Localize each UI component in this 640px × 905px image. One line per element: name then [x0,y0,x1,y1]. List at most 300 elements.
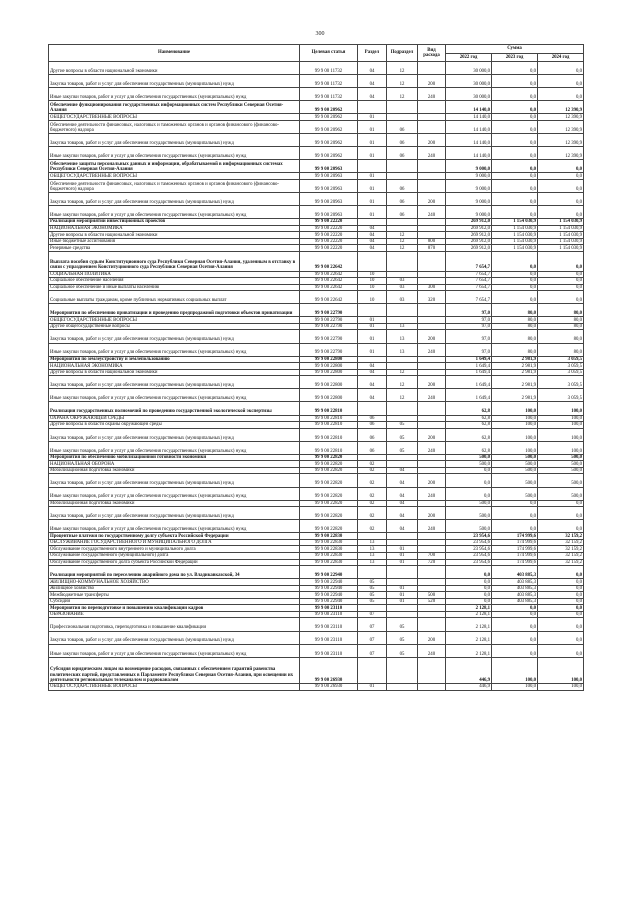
cell-subsection: 04 [387,507,418,520]
cell-2023: 1 154 030,9 [492,232,538,239]
cell-code: 99 9 00 22830 [300,553,358,560]
cell-2022: 9 000,0 [446,160,492,173]
cell-name: ОБСЛУЖИВАНИЕ ГОСУДАРСТВЕННОГО И МУНИЦИПАЛЬНОГО ДОЛГА [49,539,300,546]
cell-code: 99 9 00 22820 [300,500,358,507]
cell-section: 10 [358,291,387,304]
cell-section: 01 [358,134,387,147]
cell-2022: 23 954,6 [446,539,492,546]
cell-2024: 100,0 [538,441,584,454]
cell-2024: 32 159,2 [538,546,584,553]
cell-section: 01 [358,147,387,160]
cell-2022: 62,8 [446,402,492,415]
cell-2022: 14 140,0 [446,101,492,114]
table-row [49,160,584,173]
table-row [49,206,584,219]
cell-type: 200 [418,428,446,441]
cell-2022: 446,9 [446,683,492,690]
cell-code: 99 9 00 23110 [300,618,358,631]
cell-2023: 500,0 [492,487,538,500]
cell-2023: 80,0 [492,343,538,356]
cell-type: 200 [418,631,446,644]
table-row [49,120,584,133]
cell-2022: 14 140,0 [446,120,492,133]
cell-type: 240 [418,389,446,402]
cell-2023: 500,0 [492,467,538,474]
cell-code: 99 9 00 22820 [300,520,358,533]
cell-2023: 2 981,9 [492,363,538,370]
table-row [49,179,584,192]
cell-2022: 7 654,7 [446,251,492,271]
cell-2022: 2 128,1 [446,618,492,631]
cell-2023: 403 885,3 [492,566,538,579]
cell-2023: 100,0 [492,428,538,441]
cell-name: Закупка товаров, работ и услуг для обеспечения государственных (муниципальных) нужд [49,376,300,389]
cell-2024: 0,0 [538,618,584,631]
cell-subsection: 05 [387,644,418,657]
cell-2024: 500,0 [538,461,584,468]
table-row [49,657,584,683]
cell-2023: 80,0 [492,330,538,343]
cell-2024: 1 154 030,9 [538,225,584,232]
table-header [49,45,584,62]
cell-subsection: 04 [387,487,418,500]
cell-name: Закупка товаров, работ и услуг для обеспечения государственных (муниципальных) нужд [49,330,300,343]
cell-section: 02 [358,507,387,520]
cell-2023: 0,0 [492,75,538,88]
header-subsection: Подраздел [387,45,418,62]
cell-name: Иные закупки товаров, работ и услуг для обеспечения государственных (муниципальных) нужд [49,206,300,219]
cell-section [358,304,387,317]
header-section: Раздел [358,45,387,62]
cell-2022: 30 000,0 [446,88,492,101]
table-row [49,192,584,205]
cell-2022: 62,8 [446,415,492,422]
cell-section: 13 [358,546,387,553]
cell-type [418,657,446,683]
cell-2024: 3 059,5 [538,369,584,376]
cell-subsection: 13 [387,330,418,343]
cell-subsection: 13 [387,343,418,356]
cell-name: Иные закупки товаров, работ и услуг для обеспечения государственных (муниципальных) нужд [49,441,300,454]
cell-section: 06 [358,422,387,429]
cell-name: Социальное обеспечение населения [49,278,300,285]
cell-subsection: 05 [387,428,418,441]
cell-subsection [387,657,418,683]
cell-name: Другие вопросы в области национальной экономики [49,369,300,376]
cell-type [418,566,446,579]
cell-section: 01 [358,323,387,330]
cell-2023: 0,0 [492,271,538,278]
header-sum: Сумма [446,45,584,54]
cell-code: 99 9 00 22220 [300,219,358,226]
cell-2024: 32 159,2 [538,533,584,540]
cell-name: Процентные платежи по государственному долгу субъекта Российской Федерации [49,533,300,540]
header-type: Вид расхода [418,45,446,62]
cell-2023: 100,0 [492,657,538,683]
cell-2022: 7 654,7 [446,291,492,304]
cell-code: 99 9 00 11732 [300,88,358,101]
cell-name: Закупка товаров, работ и услуг для обеспечения государственных (муниципальных) нужд [49,631,300,644]
cell-name: Иные бюджетные ассигнования [49,238,300,245]
cell-section: 04 [358,75,387,88]
cell-subsection: 12 [387,75,418,88]
cell-section: 10 [358,278,387,285]
cell-2022: 62,8 [446,428,492,441]
cell-section: 04 [358,376,387,389]
cell-2022: 9 000,0 [446,206,492,219]
cell-subsection: 03 [387,291,418,304]
cell-2022: 7 654,7 [446,271,492,278]
cell-code: 99 9 00 22800 [300,369,358,376]
cell-2024: 0,0 [538,598,584,605]
cell-section: 13 [358,539,387,546]
cell-2024: 1 154 030,9 [538,245,584,252]
cell-code: 99 9 00 22642 [300,271,358,278]
table-row [49,75,584,88]
cell-2024: 1 154 030,9 [538,232,584,239]
table-row [49,644,584,657]
cell-2022: 14 140,0 [446,147,492,160]
cell-2023: 100,0 [492,422,538,429]
cell-name: Профессиональная подготовка, переподготовка и повышение квалификации [49,618,300,631]
header-year-2022: 2022 год [446,54,492,62]
cell-section: 06 [358,428,387,441]
cell-2022: 269 912,0 [446,219,492,226]
cell-2023: 1 154 030,9 [492,225,538,232]
table-row [49,101,584,114]
cell-section: 04 [358,245,387,252]
cell-code: 99 9 00 22830 [300,546,358,553]
cell-name: Другие вопросы в области национальной экономики [49,232,300,239]
cell-name: Субсидия юридическим лицам на возмещение расходов, связанных с обеспечением гарантий равенства политических партий, представленных в Парламенте Республики Северная Осетия-Алания, при освещении их деятельности региональным телеканалом и радиоканалом [49,657,300,683]
table-row [49,441,584,454]
cell-section: 01 [358,343,387,356]
cell-2023: 174 999,6 [492,553,538,560]
cell-2024: 3 059,5 [538,376,584,389]
cell-2023: 80,0 [492,304,538,317]
table-row [49,88,584,101]
cell-2023: 0,0 [492,631,538,644]
cell-subsection: 04 [387,474,418,487]
cell-2024: 80,0 [538,330,584,343]
cell-code: 99 9 00 26930 [300,683,358,690]
cell-section [358,566,387,579]
cell-section: 05 [358,598,387,605]
cell-subsection [387,251,418,271]
cell-section: 07 [358,644,387,657]
cell-2022: 0,0 [446,566,492,579]
cell-type: 200 [418,376,446,389]
cell-2024: 32 159,2 [538,553,584,560]
cell-2023: 174 999,6 [492,559,538,566]
cell-2024: 0,0 [538,192,584,205]
cell-name: Другие общегосударственные вопросы [49,323,300,330]
cell-2024: 12 390,9 [538,120,584,133]
cell-2022: 7 654,7 [446,278,492,285]
cell-code: 99 9 00 20962 [300,147,358,160]
cell-2022: 0,0 [446,467,492,474]
cell-2023: 80,0 [492,323,538,330]
cell-type: 520 [418,598,446,605]
cell-section [358,657,387,683]
cell-2022: 62,8 [446,422,492,429]
cell-subsection: 01 [387,546,418,553]
cell-2022: 23 954,6 [446,546,492,553]
cell-2022: 62,8 [446,441,492,454]
cell-type: 200 [418,134,446,147]
table-row [49,402,584,415]
cell-name: Другие вопросы в области национальной экономики [49,62,300,75]
cell-type: 500 [418,592,446,599]
cell-name: Социальное обеспечение и иные выплаты населению [49,284,300,291]
cell-name: ОБЩЕГОСУДАРСТВЕННЫЕ ВОПРОСЫ [49,173,300,180]
cell-2022: 1 649,4 [446,356,492,363]
cell-section: 01 [358,120,387,133]
cell-2022: 14 140,0 [446,114,492,121]
cell-2024: 100,0 [538,657,584,683]
cell-2023: 403 885,3 [492,585,538,592]
cell-name: Обеспечение деятельности финансовых, налоговых и таможенных органов и органов финансового (финансово-бюджетного) надзора [49,179,300,192]
cell-subsection: 06 [387,147,418,160]
cell-2023: 0,0 [492,179,538,192]
cell-2022: 269 912,0 [446,225,492,232]
cell-name: Резервные средства [49,245,300,252]
header-year-2023: 2023 год [492,54,538,62]
cell-subsection: 12 [387,88,418,101]
cell-2022: 500,0 [446,520,492,533]
cell-subsection: 04 [387,500,418,507]
cell-2023: 0,0 [492,134,538,147]
cell-name: Иные закупки товаров, работ и услуг для обеспечения государственных (муниципальных) нужд [49,520,300,533]
cell-2023: 174 999,6 [492,546,538,553]
cell-2024: 500,0 [538,454,584,461]
cell-section: 02 [358,487,387,500]
cell-2022: 500,0 [446,507,492,520]
cell-subsection [387,160,418,173]
cell-2022: 97,0 [446,323,492,330]
cell-2023: 0,0 [492,101,538,114]
cell-2023: 0,0 [492,291,538,304]
cell-subsection: 12 [387,376,418,389]
cell-name: Межбюджетные трансферты [49,592,300,599]
cell-code: 99 9 00 20963 [300,206,358,219]
cell-code: 99 9 00 22820 [300,461,358,468]
cell-type [418,402,446,415]
cell-2022: 2 128,1 [446,644,492,657]
cell-name: Мероприятия по переподготовке и повышению квалификации кадров [49,605,300,612]
cell-2024: 12 390,9 [538,101,584,114]
cell-subsection: 03 [387,284,418,291]
cell-code: 99 9 00 20963 [300,179,358,192]
cell-name: ОХРАНА ОКРУЖАЮЩЕЙ СРЕДЫ [49,415,300,422]
cell-2024: 12 390,9 [538,147,584,160]
cell-name: ОБЩЕГОСУДАРСТВЕННЫЕ ВОПРОСЫ [49,683,300,690]
cell-section: 07 [358,631,387,644]
cell-2022: 0,0 [446,592,492,599]
cell-code: 99 9 00 22940 [300,579,358,586]
cell-type: 200 [418,474,446,487]
cell-2023: 0,0 [492,251,538,271]
cell-subsection: 06 [387,192,418,205]
cell-subsection: 12 [387,238,418,245]
cell-section [358,251,387,271]
cell-code: 99 9 00 22800 [300,356,358,363]
cell-2023: 0,0 [492,62,538,75]
cell-type: 240 [418,520,446,533]
cell-2022: 0,0 [446,579,492,586]
cell-section: 04 [358,62,387,75]
cell-name: Иные закупки товаров, работ и услуг для обеспечения государственных (муниципальных) нужд [49,487,300,500]
cell-subsection: 01 [387,553,418,560]
cell-2022: 2 128,1 [446,605,492,612]
cell-code: 99 9 00 22820 [300,507,358,520]
cell-section: 01 [358,206,387,219]
cell-code: 99 9 00 22790 [300,323,358,330]
cell-name: Закупка товаров, работ и услуг для обеспечения государственных (муниципальных) нужд [49,134,300,147]
cell-code: 99 9 00 23110 [300,644,358,657]
cell-subsection: 06 [387,134,418,147]
cell-2024: 100,0 [538,683,584,690]
cell-name: Мобилизационная подготовка экономики [49,467,300,474]
cell-2023: 0,0 [492,605,538,612]
cell-section: 02 [358,500,387,507]
cell-name: Закупка товаров, работ и услуг для обеспечения государственных (муниципальных) нужд [49,507,300,520]
cell-code: 99 9 00 22800 [300,389,358,402]
table-row [49,330,584,343]
cell-2022: 2 128,1 [446,631,492,644]
cell-2024: 0,0 [538,160,584,173]
cell-subsection: 06 [387,179,418,192]
cell-name: Иные закупки товаров, работ и услуг для обеспечения государственных (муниципальных) нужд [49,343,300,356]
cell-type: 240 [418,441,446,454]
cell-type: 240 [418,487,446,500]
cell-2024: 12 390,9 [538,134,584,147]
cell-2024: 1 154 030,9 [538,219,584,226]
cell-2023: 100,0 [492,415,538,422]
cell-section: 04 [358,363,387,370]
cell-code: 99 9 00 22820 [300,474,358,487]
cell-2024: 0,0 [538,291,584,304]
cell-2023: 1 154 030,9 [492,245,538,252]
cell-code: 99 9 00 22940 [300,585,358,592]
cell-2022: 0,0 [446,474,492,487]
cell-2023: 0,0 [492,206,538,219]
cell-name: Иные закупки товаров, работ и услуг для обеспечения государственных (муниципальных) нужд [49,88,300,101]
cell-2022: 7 654,7 [446,284,492,291]
cell-code: 99 9 00 23110 [300,631,358,644]
cell-section: 02 [358,467,387,474]
cell-2023: 0,0 [492,278,538,285]
table-row [49,631,584,644]
cell-2023: 500,0 [492,461,538,468]
cell-code: 99 9 00 23110 [300,605,358,612]
cell-2023: 500,0 [492,454,538,461]
cell-2023: 403 885,3 [492,579,538,586]
cell-2024: 100,0 [538,428,584,441]
cell-type: 240 [418,88,446,101]
cell-section: 04 [358,389,387,402]
cell-2022: 0,0 [446,487,492,500]
cell-2023: 100,0 [492,683,538,690]
cell-2024: 80,0 [538,317,584,324]
cell-name: НАЦИОНАЛЬНАЯ ОБОРОНА [49,461,300,468]
cell-section: 07 [358,611,387,618]
cell-2023: 2 981,9 [492,356,538,363]
cell-section: 02 [358,474,387,487]
cell-2024: 0,0 [538,507,584,520]
cell-type [418,251,446,271]
table-row [49,343,584,356]
cell-2024: 0,0 [538,631,584,644]
cell-code: 99 9 00 22220 [300,225,358,232]
cell-2024: 80,0 [538,304,584,317]
cell-type: 200 [418,192,446,205]
cell-2022: 269 912,0 [446,238,492,245]
cell-code: 99 9 00 22810 [300,402,358,415]
cell-2022: 97,0 [446,304,492,317]
cell-name: НАЦИОНАЛЬНАЯ ЭКОНОМИКА [49,363,300,370]
cell-code: 99 9 00 22800 [300,363,358,370]
cell-code: 99 9 00 22220 [300,238,358,245]
cell-name: Закупка товаров, работ и услуг для обеспечения государственных (муниципальных) нужд [49,192,300,205]
cell-2024: 0,0 [538,62,584,75]
cell-subsection: 01 [387,585,418,592]
cell-2022: 9 000,0 [446,192,492,205]
cell-name: Субсидии [49,598,300,605]
cell-code: 99 9 00 23110 [300,611,358,618]
cell-name: Жилищное хозяйство [49,585,300,592]
cell-2022: 1 649,4 [446,389,492,402]
cell-code: 99 9 00 22642 [300,284,358,291]
cell-name: Выплата пособия судьям Конституционного суда Республики Северная Осетия-Алания, удаленным в отставку в связи с упразднением Конституционного суда Республики Северная Осетия-Алания [49,251,300,271]
cell-code: 99 9 00 22810 [300,422,358,429]
cell-code: 99 9 00 22642 [300,251,358,271]
cell-2023: 174 999,6 [492,539,538,546]
cell-code: 99 9 00 22642 [300,291,358,304]
cell-name: Иные закупки товаров, работ и услуг для обеспечения государственных (муниципальных) нужд [49,389,300,402]
table-row [49,304,584,317]
cell-2023: 0,0 [492,114,538,121]
cell-2023: 0,0 [492,507,538,520]
cell-subsection: 01 [387,592,418,599]
cell-2023: 2 981,9 [492,369,538,376]
cell-subsection: 12 [387,245,418,252]
table-row [49,618,584,631]
cell-section: 04 [358,88,387,101]
cell-name: Закупка товаров, работ и услуг для обеспечения государственных (муниципальных) нужд [49,428,300,441]
cell-name: Обслуживание государственного (муниципального) долга [49,553,300,560]
cell-code: 99 9 00 22940 [300,566,358,579]
cell-type: 240 [418,644,446,657]
cell-2024: 12 390,9 [538,114,584,121]
cell-section: 10 [358,284,387,291]
cell-name: СОЦИАЛЬНАЯ ПОЛИТИКА [49,271,300,278]
table-row [49,428,584,441]
table-row [49,389,584,402]
table-row [49,487,584,500]
cell-2024: 0,0 [538,500,584,507]
cell-code: 99 9 00 26930 [300,657,358,683]
cell-name: НАЦИОНАЛЬНАЯ ЭКОНОМИКА [49,225,300,232]
cell-2022: 14 140,0 [446,134,492,147]
cell-name: Обеспечение функционирования государственных информационных систем Республики Северная Осетия-Алания [49,101,300,114]
cell-subsection: 05 [387,441,418,454]
table-row [49,520,584,533]
cell-code: 99 9 00 20963 [300,160,358,173]
cell-2024: 500,0 [538,467,584,474]
cell-2023: 0,0 [492,520,538,533]
cell-code: 99 9 00 22790 [300,343,358,356]
